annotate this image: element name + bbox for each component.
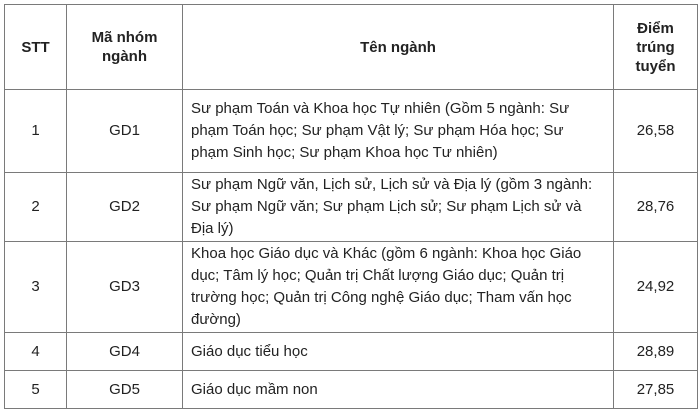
row-major-name: Khoa học Giáo dục và Khác (gồm 6 ngành: Khoa học Giáo dục; Tâm lý học; Quản trị Chất lượng Giáo dục; Quản trị trường học; Quản trị Công nghệ Giáo dục; Tham vấn học đường) [183, 242, 614, 333]
table-row [5, 242, 698, 333]
row-major-name: Sư phạm Ngữ văn, Lịch sử, Lịch sử và Địa lý (gồm 3 ngành: Sư phạm Ngữ văn; Sư phạm Lịch sử; Sư phạm Lịch sử và Địa lý) [183, 173, 614, 242]
row-stt: 1 [5, 90, 67, 173]
row-group-code: GD1 [67, 90, 183, 173]
row-stt: 4 [5, 333, 67, 371]
row-admission-score: 26,58 [614, 90, 698, 173]
row-major-name: Giáo dục mầm non [183, 371, 614, 409]
row-group-code: GD4 [67, 333, 183, 371]
row-admission-score: 28,76 [614, 173, 698, 242]
row-major-name: Sư phạm Toán và Khoa học Tự nhiên (Gồm 5 ngành: Sư phạm Toán học; Sư phạm Vật lý; Sư phạm Hóa học; Sư phạm Sinh học; Sư phạm Khoa học Tư nhiên) [183, 90, 614, 173]
table-row [5, 333, 698, 371]
row-admission-score: 28,89 [614, 333, 698, 371]
row-group-code: GD3 [67, 242, 183, 333]
header-admission-score: Điểm trúng tuyển [614, 5, 698, 90]
row-group-code: GD2 [67, 173, 183, 242]
header-group-code: Mã nhóm ngành [67, 5, 183, 90]
row-admission-score: 27,85 [614, 371, 698, 409]
header-stt: STT [5, 5, 67, 90]
table-row [5, 90, 698, 173]
header-row [5, 5, 698, 90]
row-group-code: GD5 [67, 371, 183, 409]
row-major-name: Giáo dục tiểu học [183, 333, 614, 371]
admission-scores-table [4, 4, 698, 409]
row-stt: 3 [5, 242, 67, 333]
row-stt: 5 [5, 371, 67, 409]
row-stt: 2 [5, 173, 67, 242]
row-admission-score: 24,92 [614, 242, 698, 333]
header-major-name: Tên ngành [183, 5, 614, 90]
table-row [5, 173, 698, 242]
